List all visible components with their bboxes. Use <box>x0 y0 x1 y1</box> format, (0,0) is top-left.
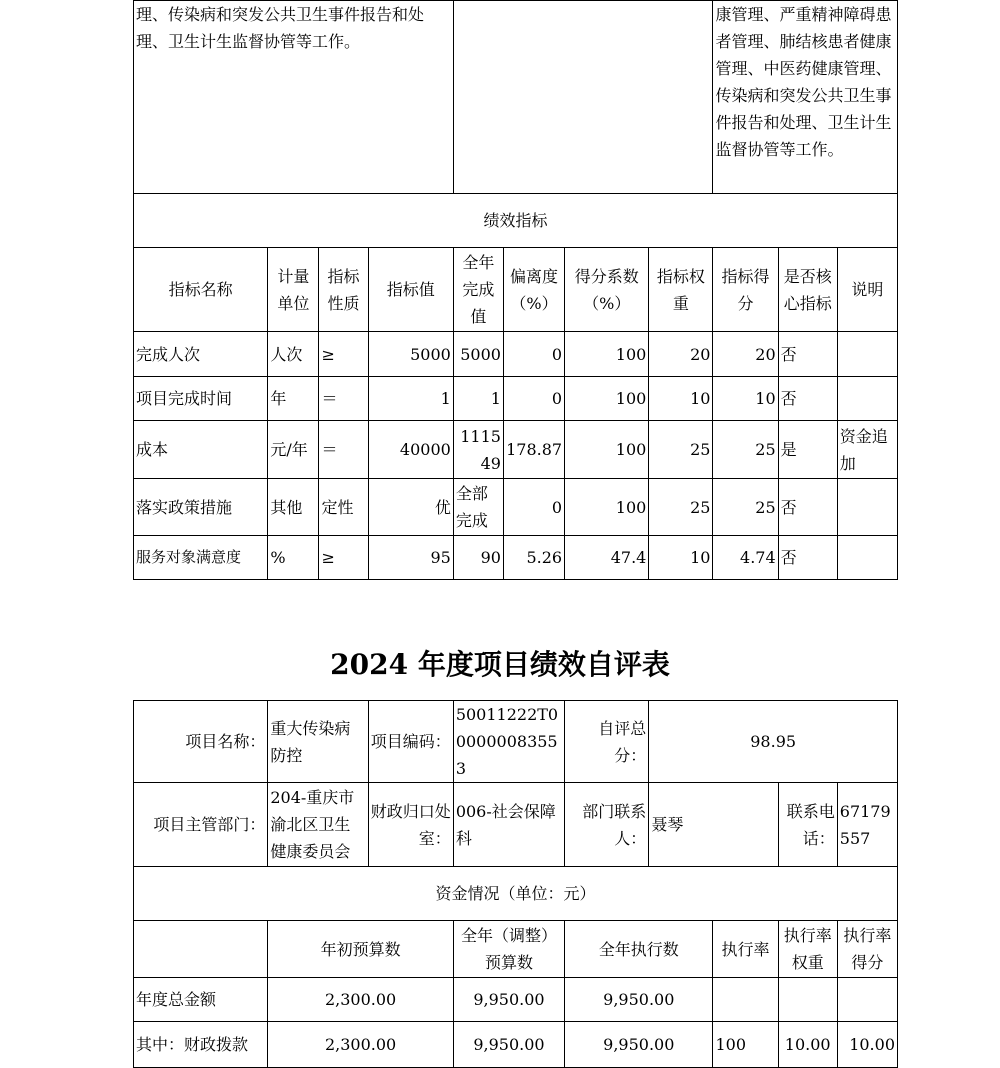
perf-cell: 否 <box>778 479 837 536</box>
perf-cell: 25 <box>713 421 778 479</box>
perf-cell: 10 <box>713 377 778 421</box>
perf-cell: 1 <box>453 377 503 421</box>
continued-left-cell: 理、传染病和突发公共卫生事件报告和处理、卫生计生监督协管等工作。 <box>134 1 454 194</box>
funds-cell <box>713 978 778 1022</box>
perf-cell: 95 <box>368 536 453 580</box>
funds-header-cell <box>134 921 268 978</box>
perf-cell: 25 <box>649 479 713 536</box>
perf-header-cell: 说明 <box>837 248 897 332</box>
funds-cell: 100 <box>713 1022 778 1068</box>
perf-row <box>134 377 898 421</box>
funds-cell: 9,950.00 <box>565 978 713 1022</box>
continued-content-row <box>134 1 898 194</box>
perf-header-row <box>134 248 898 332</box>
perf-cell: 20 <box>713 332 778 377</box>
perf-cell: 0 <box>503 479 564 536</box>
perf-cell: 项目完成时间 <box>134 377 268 421</box>
contact-value: 聂琴 <box>649 783 778 867</box>
perf-cell: ≥ <box>319 332 368 377</box>
perf-section-title: 绩效指标 <box>134 194 898 248</box>
perf-cell: 10 <box>649 377 713 421</box>
perf-cell: 否 <box>778 377 837 421</box>
perf-cell: 178.87 <box>503 421 564 479</box>
funds-cell: 9,950.00 <box>453 1022 564 1068</box>
funds-cell: 其中：财政拨款 <box>134 1022 268 1068</box>
funds-header-row <box>134 921 898 978</box>
perf-cell: 成本 <box>134 421 268 479</box>
perf-cell: 年 <box>268 377 319 421</box>
perf-cell: 定性 <box>319 479 368 536</box>
perf-cell: 100 <box>565 377 649 421</box>
perf-cell: 10 <box>649 536 713 580</box>
funds-header-cell: 全年（调整）预算数 <box>453 921 564 978</box>
perf-cell: 0 <box>503 332 564 377</box>
project-code-label: 项目编码： <box>368 701 453 783</box>
perf-cell: 否 <box>778 536 837 580</box>
perf-cell: 1 <box>368 377 453 421</box>
project-info-row-2 <box>134 783 898 867</box>
perf-cell: 人次 <box>268 332 319 377</box>
perf-cell: 否 <box>778 332 837 377</box>
phone-label: 联系电话： <box>778 783 837 867</box>
perf-cell <box>837 536 897 580</box>
funds-header-cell: 年初预算数 <box>268 921 453 978</box>
self-score-value: 98.95 <box>649 701 898 783</box>
self-score-label: 自评总分： <box>565 701 649 783</box>
funds-section-title-row <box>134 867 898 921</box>
perf-cell: 40000 <box>368 421 453 479</box>
perf-cell: 是 <box>778 421 837 479</box>
perf-cell: ＝ <box>319 421 368 479</box>
perf-cell: 5000 <box>368 332 453 377</box>
perf-cell: 4.74 <box>713 536 778 580</box>
dept-label: 项目主管部门： <box>134 783 268 867</box>
perf-section-title-row <box>134 194 898 248</box>
finance-label: 财政归口处室： <box>368 783 453 867</box>
perf-cell: ≥ <box>319 536 368 580</box>
perf-row <box>134 536 898 580</box>
funds-row <box>134 978 898 1022</box>
perf-header-cell: 是否核心指标 <box>778 248 837 332</box>
perf-header-cell: 指标性质 <box>319 248 368 332</box>
perf-cell: 元/年 <box>268 421 319 479</box>
funds-cell: 年度总金额 <box>134 978 268 1022</box>
perf-header-cell: 指标得分 <box>713 248 778 332</box>
funds-cell: 9,950.00 <box>453 978 564 1022</box>
perf-header-cell: 得分系数（%） <box>565 248 649 332</box>
funds-cell <box>837 978 897 1022</box>
perf-cell: 全部完成 <box>453 479 503 536</box>
finance-value: 006-社会保障科 <box>453 783 564 867</box>
perf-header-cell: 计量单位 <box>268 248 319 332</box>
perf-cell: 落实政策措施 <box>134 479 268 536</box>
funds-cell <box>778 978 837 1022</box>
continued-right-cell: 康管理、严重精神障碍患者管理、肺结核患者健康管理、中医药健康管理、传染病和突发公共卫生事件报告和处理、卫生计生监督协管等工作。 <box>713 1 898 194</box>
continued-middle-cell <box>453 1 713 194</box>
perf-header-cell: 指标值 <box>368 248 453 332</box>
perf-cell <box>837 332 897 377</box>
funds-cell: 9,950.00 <box>565 1022 713 1068</box>
perf-cell: 100 <box>565 479 649 536</box>
perf-row <box>134 332 898 377</box>
perf-header-cell: 偏离度（%） <box>503 248 564 332</box>
funds-cell: 2,300.00 <box>268 978 453 1022</box>
perf-header-cell: 全年完成值 <box>453 248 503 332</box>
perf-cell: 其他 <box>268 479 319 536</box>
perf-cell: 90 <box>453 536 503 580</box>
funds-cell: 10.00 <box>837 1022 897 1068</box>
page-title: 2024 年度项目绩效自评表 <box>330 648 670 681</box>
contact-label: 部门联系人： <box>565 783 649 867</box>
perf-cell: 100 <box>565 332 649 377</box>
perf-row <box>134 421 898 479</box>
phone-value: 67179557 <box>837 783 897 867</box>
perf-cell: 资金追加 <box>837 421 897 479</box>
perf-header-cell: 指标权重 <box>649 248 713 332</box>
perf-cell: 5.26 <box>503 536 564 580</box>
funds-header-cell: 执行率 <box>713 921 778 978</box>
perf-cell <box>837 377 897 421</box>
funds-cell: 2,300.00 <box>268 1022 453 1068</box>
funds-section-title: 资金情况（单位：元） <box>134 867 898 921</box>
project-evaluation-table <box>133 700 898 1068</box>
performance-indicator-table <box>133 0 898 580</box>
perf-header-cell: 指标名称 <box>134 248 268 332</box>
funds-header-cell: 执行率得分 <box>837 921 897 978</box>
perf-cell: 25 <box>713 479 778 536</box>
perf-cell: 服务对象满意度 <box>134 536 268 580</box>
project-info-row-1 <box>134 701 898 783</box>
dept-value: 204-重庆市渝北区卫生健康委员会 <box>268 783 368 867</box>
project-name-value: 重大传染病防控 <box>268 701 368 783</box>
perf-cell: 111549 <box>453 421 503 479</box>
perf-cell: % <box>268 536 319 580</box>
perf-cell: 5000 <box>453 332 503 377</box>
perf-cell: 100 <box>565 421 649 479</box>
perf-cell: 20 <box>649 332 713 377</box>
perf-row <box>134 479 898 536</box>
perf-cell: 0 <box>503 377 564 421</box>
funds-header-cell: 全年执行数 <box>565 921 713 978</box>
perf-cell: 优 <box>368 479 453 536</box>
project-name-label: 项目名称： <box>134 701 268 783</box>
funds-row <box>134 1022 898 1068</box>
project-code-value: 50011222T000000083553 <box>453 701 564 783</box>
perf-cell: 47.4 <box>565 536 649 580</box>
funds-header-cell: 执行率权重 <box>778 921 837 978</box>
funds-cell: 10.00 <box>778 1022 837 1068</box>
perf-cell <box>837 479 897 536</box>
perf-cell: ＝ <box>319 377 368 421</box>
perf-cell: 完成人次 <box>134 332 268 377</box>
perf-cell: 25 <box>649 421 713 479</box>
